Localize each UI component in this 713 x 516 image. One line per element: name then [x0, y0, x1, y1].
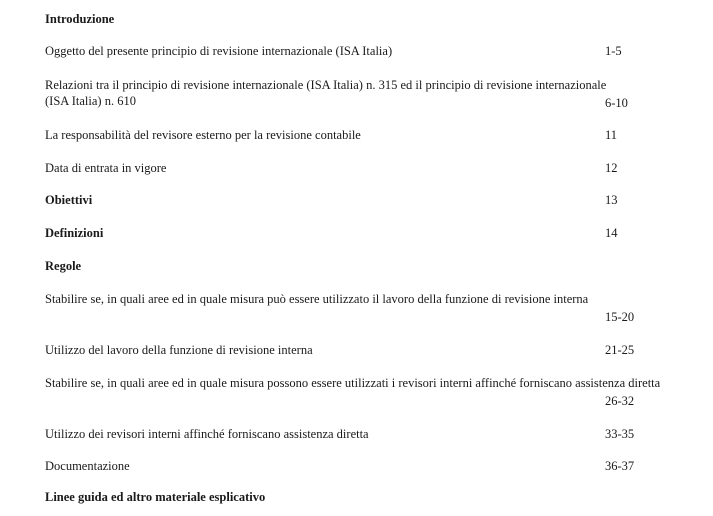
section-heading-linee-guida	[45, 489, 665, 505]
toc-entry-paragraphs: 26-32	[605, 394, 635, 408]
toc-entry-paragraphs: 13	[605, 193, 618, 207]
toc-entry-label: Documentazione	[45, 459, 130, 473]
toc-entry-stabilire-revisori	[45, 375, 665, 408]
section-heading-label: Definizioni	[45, 226, 104, 240]
toc-entry-utilizzo-lavoro	[45, 342, 665, 358]
section-heading-introduzione	[45, 11, 665, 27]
toc-entry-utilizzo-revisori	[45, 426, 665, 442]
toc-entry-label: Utilizzo dei revisori interni affinché forniscano assistenza diretta	[45, 427, 369, 441]
toc-entry-label: Oggetto del presente principio di revisione internazionale (ISA Italia)	[45, 44, 393, 58]
toc-entry-paragraphs: 14	[605, 226, 618, 240]
toc-entry-paragraphs: 15-20	[605, 310, 635, 324]
section-heading-label: Regole	[45, 259, 82, 273]
toc-entry-label: Utilizzo del lavoro della funzione di revisione interna	[45, 343, 313, 357]
toc-entry-documentazione	[45, 458, 665, 474]
section-heading-obiettivi	[45, 192, 665, 208]
toc-entry-label: Stabilire se, in quali aree ed in quale misura può essere utilizzato il lavoro della funzione di revisione interna	[45, 292, 589, 306]
toc-entry-responsabilita	[45, 127, 665, 143]
toc-entry-oggetto	[45, 43, 665, 59]
toc-entry-stabilire-lavoro	[45, 291, 665, 324]
toc-entry-label: Data di entrata in vigore	[45, 161, 167, 175]
section-heading-definizioni	[45, 225, 665, 241]
toc-entry-data-entrata	[45, 160, 665, 176]
toc-entry-label: Relazioni tra il principio di revisione internazionale (ISA Italia) n. 315 ed il principio di revisione internazionale (ISA Italia) n. 610	[45, 78, 607, 108]
toc-entry-paragraphs: 21-25	[605, 343, 635, 357]
toc-entry-paragraphs: 11	[605, 128, 618, 142]
toc-entry-relazioni	[45, 77, 665, 109]
toc-entry-paragraphs: 1-5	[605, 44, 622, 58]
toc-entry-paragraphs: 6-10	[605, 96, 628, 110]
toc-entry-label: Stabilire se, in quali aree ed in quale misura possono essere utilizzati i revisori interni affinché forniscano assistenza diretta	[45, 376, 661, 390]
toc-entry-paragraphs: 12	[605, 161, 618, 175]
section-heading-label: Linee guida ed altro materiale esplicativo	[45, 490, 266, 504]
section-heading-label: Introduzione	[45, 12, 115, 26]
toc-entry-label: La responsabilità del revisore esterno per la revisione contabile	[45, 128, 361, 142]
toc-entry-paragraphs: 33-35	[605, 427, 635, 441]
toc-entry-paragraphs: 36-37	[605, 459, 635, 473]
section-heading-regole	[45, 258, 665, 274]
section-heading-label: Obiettivi	[45, 193, 93, 207]
